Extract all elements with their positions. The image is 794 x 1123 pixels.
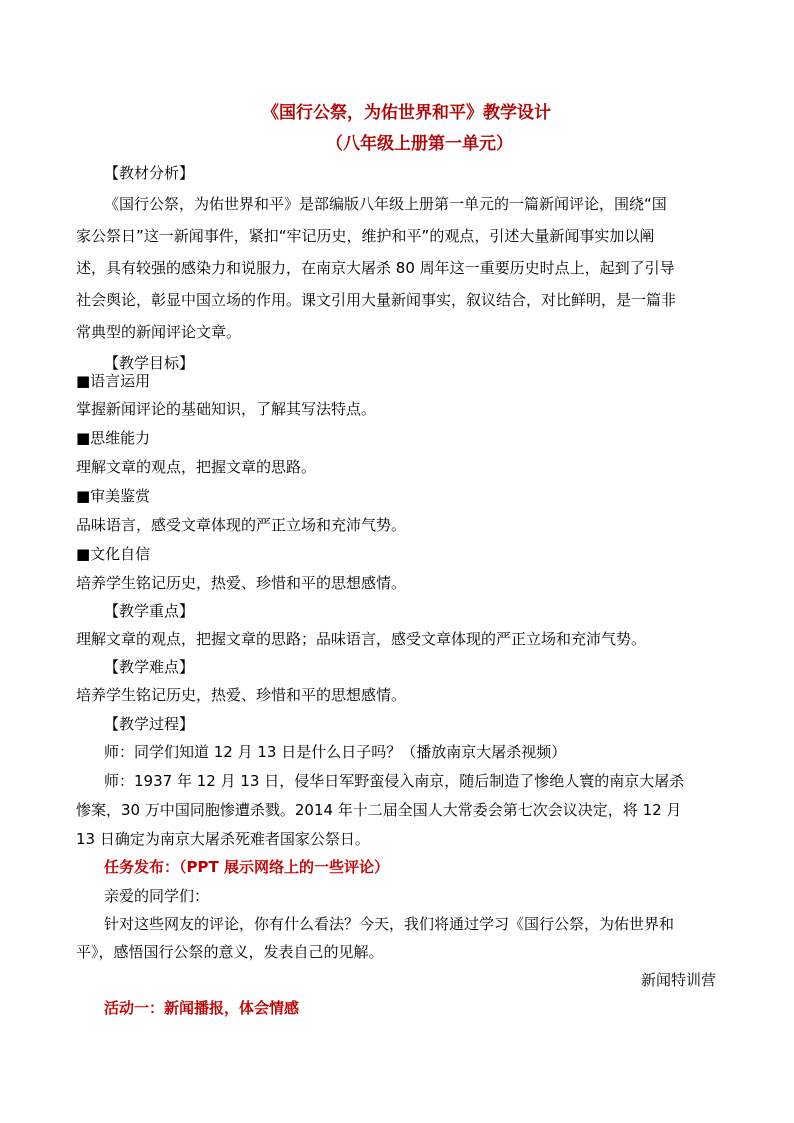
signature: 新闻特训营 <box>640 971 716 989</box>
analysis-line-2: 家公祭日”这一新闻事件，紧扣“牢记历史，维护和平”的观点，引述大量新闻事实加以阐 <box>76 227 655 245</box>
analysis-line-4: 社会舆论，彰显中国立场的作用。课文引用大量新闻事实，叙议结合，对比鲜明，是一篇非 <box>76 291 677 309</box>
goal-culture-text: 培养学生铭记历史，热爱、珍惜和平的思想感情。 <box>76 574 407 592</box>
task-text-line-1: 针对这些网友的评论，你有什么看法？今天，我们将通过学习《国行公祭，为佑世界和 <box>104 915 675 933</box>
document-subtitle: （八年级上册第一单元） <box>326 134 513 154</box>
process-heading: 【教学过程】 <box>104 715 195 733</box>
goal-culture-title: ■文化自信 <box>76 545 151 563</box>
difficulty-text: 培养学生铭记历史，热爱、珍惜和平的思想感情。 <box>76 686 407 704</box>
key-points-heading: 【教学重点】 <box>104 602 195 620</box>
difficulty-heading: 【教学难点】 <box>104 658 195 676</box>
analysis-line-3: 述，具有较强的感染力和说服力，在南京大屠杀 80 周年这一重要历史时点上，起到了引导 <box>76 259 675 277</box>
goal-aesthetic-text: 品味语言，感受文章体现的严正立场和充沛气势。 <box>76 516 407 534</box>
activity-one-heading: 活动一：新闻播报，体会情感 <box>104 999 300 1017</box>
teacher-history-line-1: 师：1937 年 12 月 13 日，侵华日军野蛮侵入南京，随后制造了惨绝人寰的南京大屠杀 <box>104 772 685 790</box>
goal-aesthetic-title: ■审美鉴赏 <box>76 487 151 505</box>
analysis-heading: 【教材分析】 <box>104 164 195 182</box>
task-text-line-2: 平》，感悟国行公祭的意义，发表自己的见解。 <box>76 943 384 961</box>
document-title: 《国行公祭，为佑世界和平》教学设计 <box>262 103 551 123</box>
goals-heading: 【教学目标】 <box>104 354 195 372</box>
teacher-question: 师：同学们知道 12 月 13 日是什么日子吗？（播放南京大屠杀视频） <box>104 743 567 761</box>
teacher-history-line-2: 惨案，30 万中国同胞惨遭杀戮。2014 年十二届全国人大常委会第七次会议决定，将 12 月 <box>76 801 682 819</box>
goal-language-text: 掌握新闻评论的基础知识，了解其写法特点。 <box>76 400 377 418</box>
goal-language-title: ■语言运用 <box>76 372 151 390</box>
teacher-history-line-3: 13 日确定为南京大屠杀死难者国家公祭日。 <box>76 830 370 848</box>
analysis-line-5: 常典型的新闻评论文章。 <box>76 323 242 341</box>
task-release-label: 任务发布：（PPT 展示网络上的一些评论） <box>104 858 389 876</box>
goal-thinking-title: ■思维能力 <box>76 429 151 447</box>
analysis-line-1: 《国行公祭，为佑世界和平》是部编版八年级上册第一单元的一篇新闻评论，围绕“国 <box>104 195 667 213</box>
key-points-text: 理解文章的观点，把握文章的思路；品味语言，感受文章体现的严正立场和充沛气势。 <box>76 630 647 648</box>
goal-thinking-text: 理解文章的观点，把握文章的思路。 <box>76 458 317 476</box>
greeting-line: 亲爱的同学们： <box>104 887 210 905</box>
